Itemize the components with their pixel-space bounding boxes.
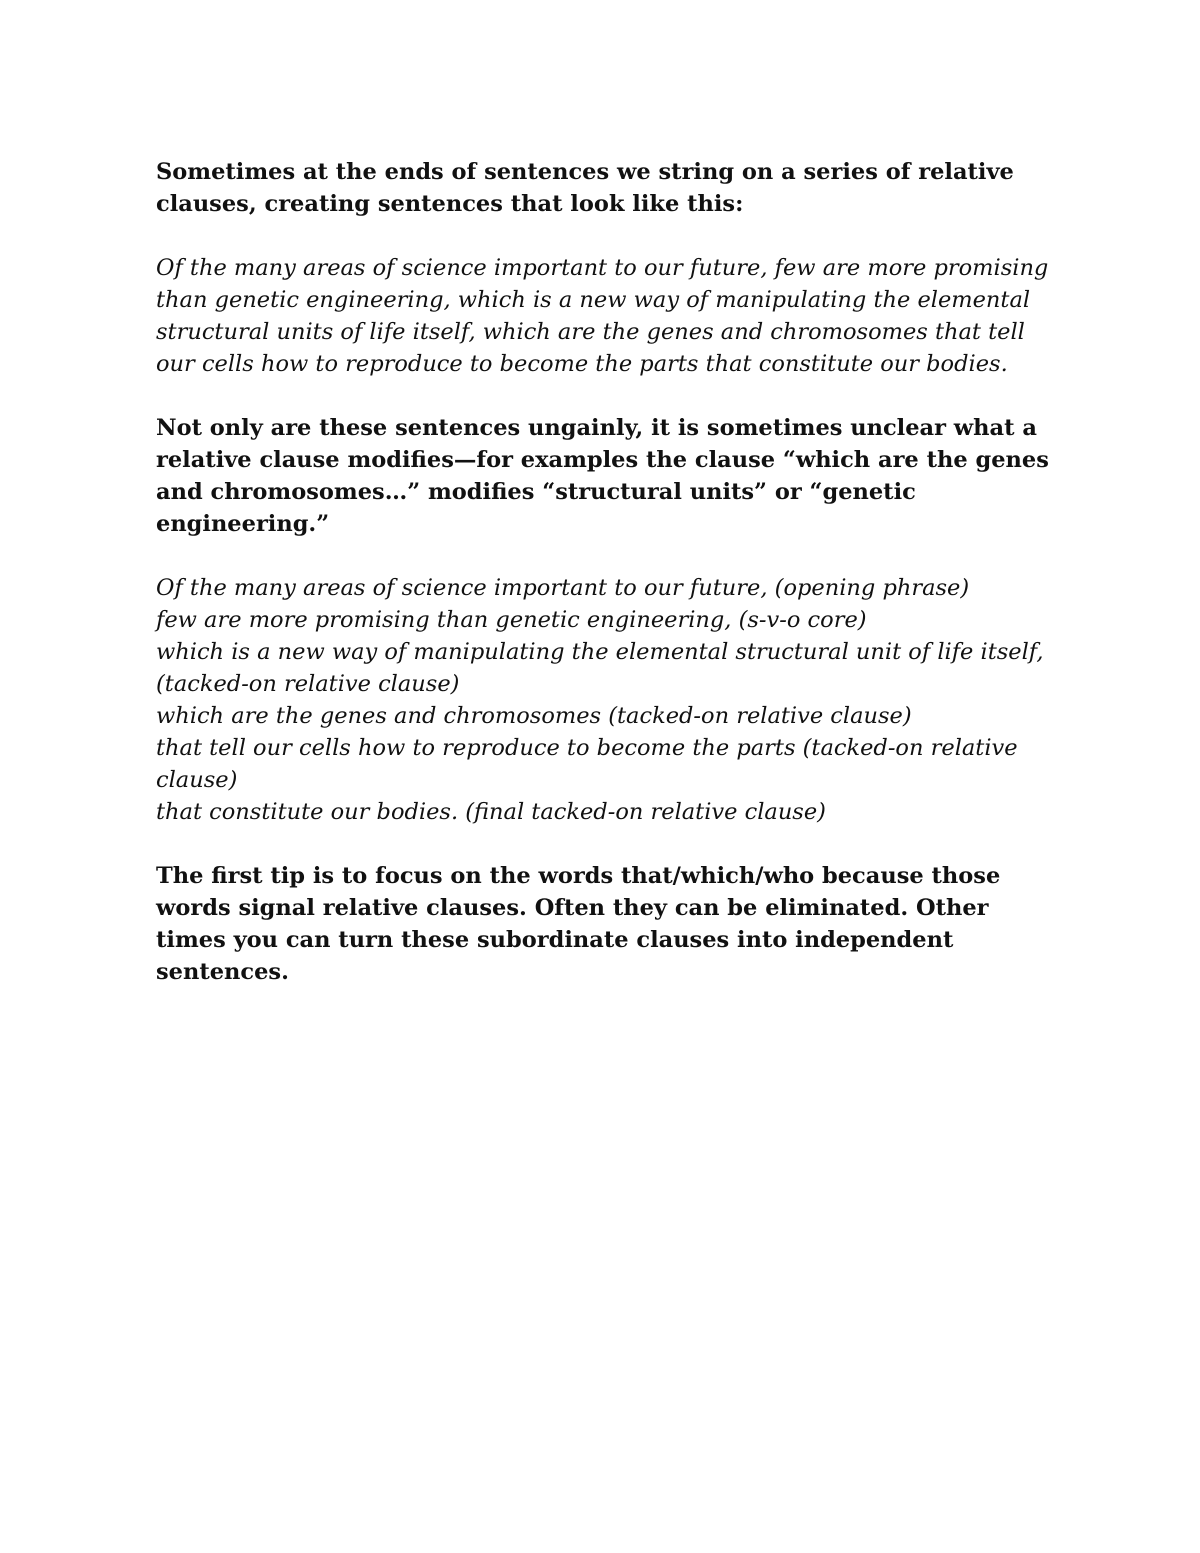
tip-paragraph: The first tip is to focus on the words that/which/who because those words signal relative clauses. Often they can be eliminated. Other times you can turn these subordinate clauses into independent sentences.: [156, 863, 1001, 985]
breakdown-line: which is a new way of manipulating the elemental structural unit of life itself, (tacked-on relative clause): [156, 639, 1044, 697]
breakdown-line: that tell our cells how to reproduce to become the parts (tacked-on relative clause): [156, 735, 1018, 793]
example-sentence: Of the many areas of science important to our future, few are more promising than genetic engineering, which is a new way of manipulating the elemental structural units of life itself, which are the genes and chromosomes that tell our cells how to reproduce to become the parts that constitute our bodies.: [156, 255, 1049, 377]
breakdown-line: Of the many areas of science important to our future, (opening phrase): [156, 575, 970, 601]
breakdown-line: which are the genes and chromosomes (tacked-on relative clause): [156, 703, 912, 729]
problem-paragraph: Not only are these sentences ungainly, it is sometimes unclear what a relative clause modifies—for examples the clause “which are the genes and chromosomes…” modifies “structural units” or “genetic engineering.”: [156, 415, 1049, 537]
breakdown-line: few are more promising than genetic engineering, (s-v-o core): [156, 607, 867, 633]
breakdown-line: that constitute our bodies. (final tacked-on relative clause): [156, 799, 826, 825]
intro-paragraph: Sometimes at the ends of sentences we string on a series of relative clauses, creating sentences that look like this:: [156, 159, 1014, 217]
document-page: [156, 156, 1056, 988]
sentence-breakdown: [156, 572, 1056, 828]
